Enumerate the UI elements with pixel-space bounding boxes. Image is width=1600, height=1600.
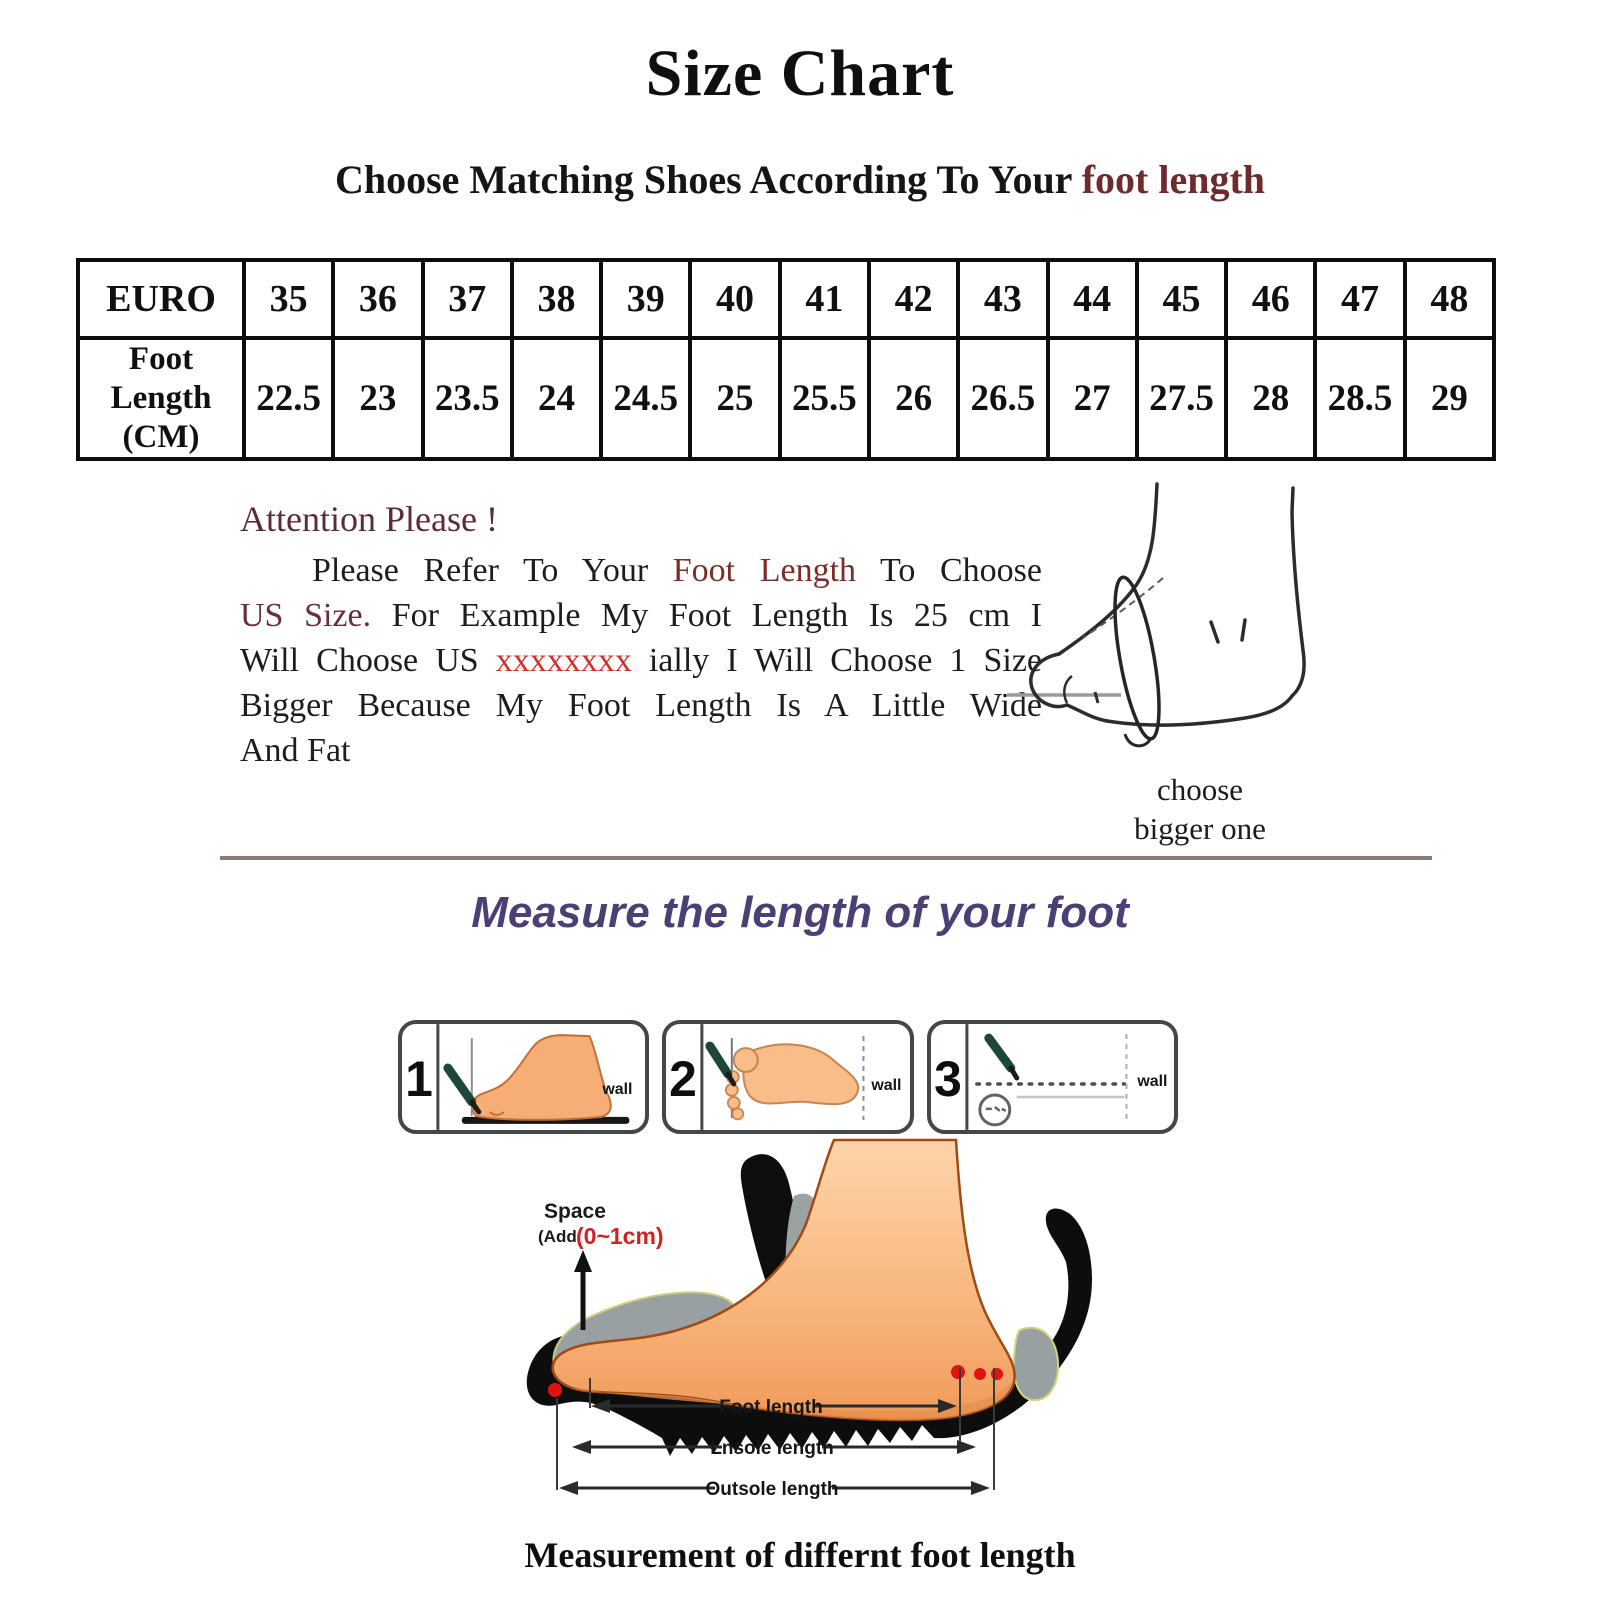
leg-front-line	[1059, 484, 1157, 654]
foot-length-cell: 26	[869, 338, 958, 459]
ankle-mark-left	[1211, 622, 1218, 642]
step-number: 1	[405, 1050, 433, 1107]
euro-size-cell: 38	[512, 260, 601, 338]
attention-paragraph	[240, 548, 1042, 773]
foot-length-cell: 28	[1226, 338, 1315, 459]
foot-length-cell: 26.5	[958, 338, 1047, 459]
euro-size-cell: 43	[958, 260, 1047, 338]
foot-length-cell: 23	[333, 338, 422, 459]
space-arrow-head	[574, 1250, 592, 1272]
toe-detail	[1064, 676, 1072, 703]
attention-heading: Attention Please !	[240, 499, 498, 539]
pencil-icon	[448, 1068, 472, 1102]
big-toe-icon	[734, 1048, 758, 1072]
space-add-label: (Add	[538, 1227, 577, 1246]
attention-line	[240, 593, 1042, 638]
attention-line	[240, 683, 1042, 728]
euro-size-cell: 42	[869, 260, 958, 338]
heel-red-dot	[991, 1368, 1003, 1380]
toe-red-dot	[548, 1383, 562, 1397]
foot-length-cell: 23.5	[423, 338, 512, 459]
step-wall-label: wall	[1136, 1072, 1168, 1090]
euro-row	[78, 260, 1494, 338]
attention-text-segment: To Choose	[856, 552, 1042, 589]
outsole-length-arrow	[559, 1479, 990, 1500]
measure-heading: Measure the length of your foot	[471, 888, 1129, 937]
foot-length-cell: 25	[690, 338, 779, 459]
step-number: 3	[933, 1050, 962, 1107]
ankle-mark-right	[1242, 620, 1245, 640]
foot-length-cell: 24.5	[601, 338, 690, 459]
euro-header-cell: EURO	[78, 260, 244, 338]
insole-heel-gray	[1014, 1328, 1058, 1400]
attention-text-segment: xxxxxxxx	[495, 642, 632, 679]
measuring-tape-loop	[1106, 574, 1168, 741]
euro-size-cell: 46	[1226, 260, 1315, 338]
foot-length-label: Foot length	[719, 1397, 823, 1418]
attention-line	[240, 548, 1042, 593]
heel-red-dot	[951, 1365, 965, 1379]
choose-bigger-note	[1075, 770, 1325, 848]
attention-line	[240, 638, 1042, 683]
pencil-icon	[710, 1046, 728, 1074]
foot-length-cell: 24	[512, 338, 601, 459]
toe-icon	[733, 1108, 744, 1119]
foot-length-row	[78, 338, 1494, 459]
space-label: Space	[544, 1200, 606, 1223]
euro-size-cell: 41	[780, 260, 869, 338]
choose-bigger-line1: choose	[1156, 772, 1244, 807]
pencil-icon	[988, 1038, 1010, 1068]
attention-text-segment: ially I Will Choose 1 Size	[631, 642, 1043, 679]
attention-text-segment: And Fat	[240, 732, 351, 769]
euro-size-cell: 40	[690, 260, 779, 338]
foot-side-icon	[472, 1035, 610, 1120]
step-wall-label: wall	[871, 1076, 902, 1094]
choose-bigger-line2: bigger one	[1134, 811, 1266, 846]
subtitle	[0, 156, 1600, 203]
step-panel-3	[927, 1020, 1178, 1134]
step-panel-2	[662, 1020, 913, 1134]
foot-sketch-illustration	[1005, 472, 1345, 757]
attention-block	[240, 498, 1042, 773]
measuring-diagram	[500, 1138, 1150, 1510]
euro-size-cell: 48	[1405, 260, 1494, 338]
toe-icon	[726, 1084, 738, 1096]
space-value-label: (0~1cm)	[576, 1223, 664, 1249]
foot-length-header-cell: Foot Length (CM)	[78, 338, 244, 459]
heel-red-dot	[974, 1368, 986, 1380]
attention-text-segment: Bigger Because My Foot Length Is A Little Wide	[240, 687, 1042, 724]
size-table	[76, 258, 1496, 461]
bottom-caption: Measurement of differnt foot length	[524, 1535, 1076, 1575]
subtitle-highlight: foot length	[1081, 157, 1266, 202]
attention-text-segment: Will Choose US	[240, 642, 496, 679]
pencil-tip	[1010, 1068, 1016, 1078]
attention-text-segment: For Example My Foot Length Is 25 cm I	[371, 597, 1043, 634]
euro-size-cell: 35	[244, 260, 333, 338]
sole-line	[1107, 696, 1292, 725]
foot-length-cell: 25.5	[780, 338, 869, 459]
insole-length-label: Lnsole length	[710, 1438, 834, 1459]
steps-row	[398, 1020, 1178, 1134]
foot-length-cell: 22.5	[244, 338, 333, 459]
euro-size-cell: 36	[333, 260, 422, 338]
foot-length-cell: 27.5	[1137, 338, 1226, 459]
outsole-length-label: Outsole length	[705, 1479, 839, 1500]
divider-rule	[220, 856, 1432, 860]
toe-outline	[1031, 654, 1107, 721]
step-wall-label: wall	[602, 1080, 633, 1098]
foot-length-cell: 27	[1048, 338, 1137, 459]
attention-text-segment: US Size.	[240, 597, 372, 634]
euro-size-cell: 47	[1315, 260, 1404, 338]
step-number: 2	[669, 1050, 698, 1107]
foot-length-cell: 28.5	[1315, 338, 1404, 459]
step-panel-1	[398, 1020, 649, 1134]
footprint-icon	[744, 1044, 859, 1104]
euro-size-cell: 39	[601, 260, 690, 338]
euro-size-cell: 44	[1048, 260, 1137, 338]
page-title: Size Chart	[645, 37, 955, 110]
heel-back-line	[1292, 488, 1304, 696]
attention-text-segment: Please Refer To Your	[312, 552, 673, 589]
insole-length-arrow	[572, 1438, 976, 1459]
euro-size-cell: 37	[423, 260, 512, 338]
foot-length-cell: 29	[1405, 338, 1494, 459]
attention-text-segment: Foot Length	[672, 552, 857, 589]
instep-dashed-line	[1083, 578, 1163, 638]
euro-size-cell: 45	[1137, 260, 1226, 338]
subtitle-text: Choose Matching Shoes According To Your	[334, 157, 1082, 202]
toe-icon	[728, 1097, 740, 1109]
attention-line	[240, 728, 1042, 773]
